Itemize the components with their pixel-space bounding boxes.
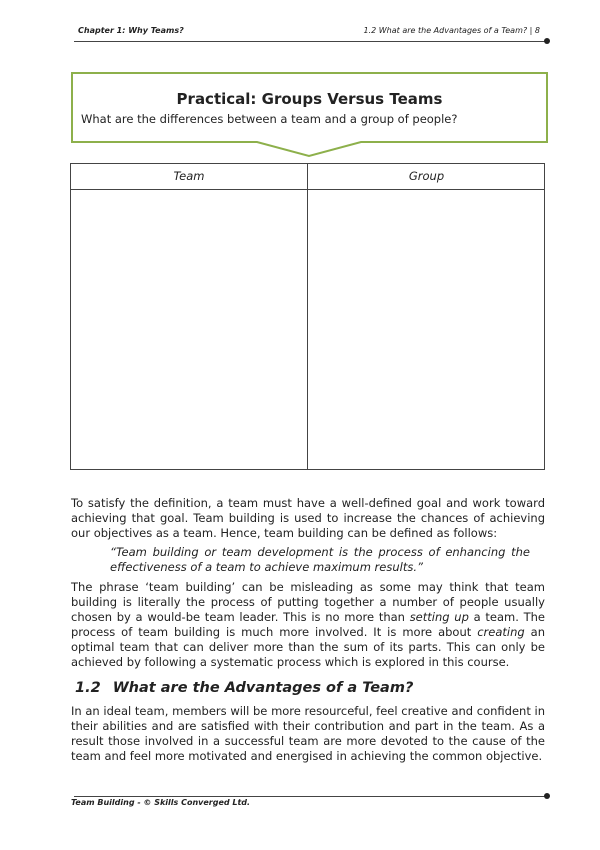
header-section: 1.2 What are the Advantages of a Team? | 8 <box>363 26 540 35</box>
para2-part-a: The phrase ‘team building’ can be misleading as some may think that team building is literally the process of putting together a number of people usually chosen by a would-be team leader. This is no more than <box>71 580 545 624</box>
table-header-group: Group <box>408 169 445 183</box>
section-number: 1.2 <box>75 680 101 696</box>
footer-rule-dot <box>544 793 550 799</box>
table-header-team: Team <box>173 169 205 183</box>
section-title: What are the Advantages of a Team? <box>112 680 414 696</box>
page-footer: Team Building - © Skills Converged Ltd. <box>71 798 251 807</box>
practical-title: Practical: Groups Versus Teams <box>176 90 443 108</box>
paragraph-definition: To satisfy the definition, a team must have a well-defined goal and work toward achieving that goal. Team building is used to increase the chances of achieving our objectives as a team. Hence, team building can be defined as follows: <box>71 496 545 540</box>
footer-rule <box>74 796 546 797</box>
practical-question: What are the differences between a team and a group of people? <box>81 112 458 126</box>
team-group-table <box>70 163 545 470</box>
section-heading <box>75 680 413 696</box>
para2-emphasis-creating: creating <box>477 625 525 639</box>
practical-banner <box>71 72 548 158</box>
definition-quote: “Team building or team development is the process of enhancing the effectiveness of a team to achieve maximum results.” <box>110 545 530 574</box>
header-chapter: Chapter 1: Why Teams? <box>78 26 184 35</box>
page-header <box>74 26 546 38</box>
para2-emphasis-setting-up: setting up <box>409 610 469 624</box>
paragraph-team-building <box>71 580 545 670</box>
header-rule <box>74 41 546 42</box>
table-column-divider <box>307 164 308 469</box>
para2-part-b: a team. The process of team building is much more involved. It is more about <box>71 610 545 639</box>
header-rule-dot <box>544 38 550 44</box>
para2-part-c: an optimal team that can deliver more than the sum of its parts. This can only be achieved by following a systematic process which is explored in this course. <box>71 625 546 669</box>
paragraph-advantages: In an ideal team, members will be more resourceful, feel creative and confident in their abilities and are satisfied with their contribution and part in the team. As a result those involved in a successful team are more devoted to the cause of the team and feel more motivated and energised in achieving the common objective. <box>71 704 545 763</box>
